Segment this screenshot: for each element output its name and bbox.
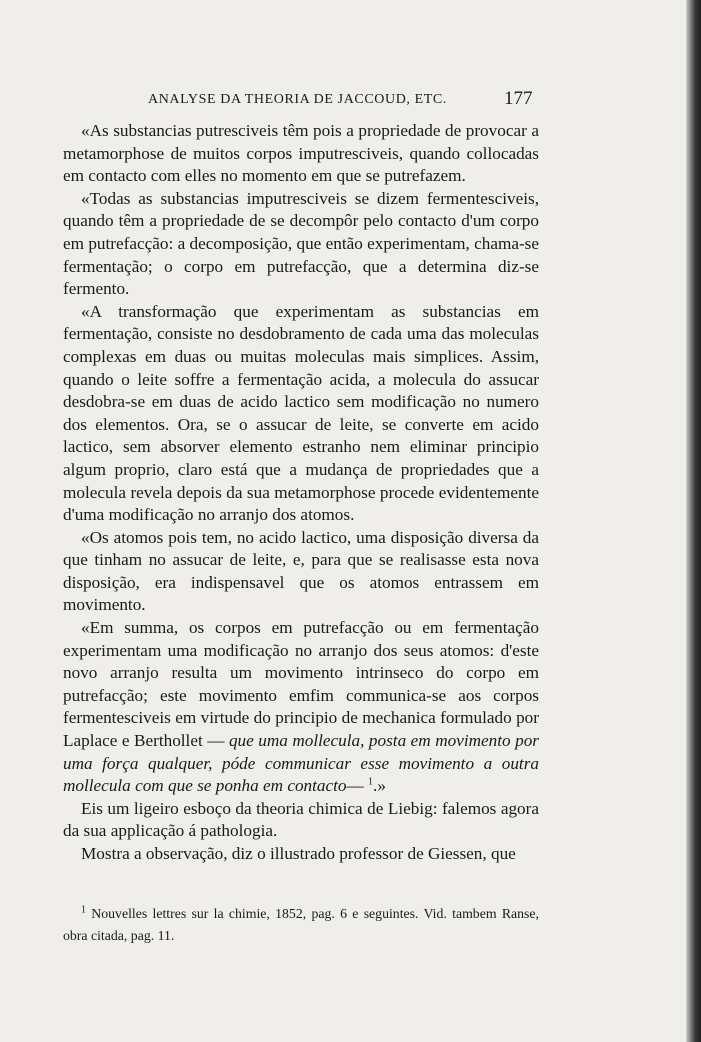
footnote-number: 1 — [81, 904, 86, 916]
paragraph-4: «Os atomos pois tem, no acido lactico, uma disposição diversa da que tinham no assucar de leite, e, para que se realisasse esta nova disposição, era indispensavel que os atomos entrassem em movimento. — [63, 527, 539, 615]
quote-close: .» — [373, 776, 386, 796]
paragraph-2: «Todas as substancias imputresciveis se dizem fermentesciveis, quando têm a propriedade de se decompôr pelo contacto d'um corpo em putrefacção: a decomposição, que então experimentam, chama-se fermentação; o corpo em putrefacção, que a determina diz-se fermento. — [63, 188, 539, 299]
body-text — [63, 120, 539, 866]
page-number: 177 — [504, 88, 533, 109]
page-header — [0, 88, 688, 112]
footnote-reference: 1 — [368, 776, 374, 788]
running-head: ANALYSE DA THEORIA DE JACCOUD, ETC. — [148, 92, 447, 107]
paragraph-3: «A transformação que experimentam as substancias em fermentação, consiste no desdobramento de cada uma das moleculas complexas em duas ou muitas moleculas mais simplices. Assim, quando o leite soffre a fermentação acida, a molecula do assucar desdobra-se em duas de acido lactico sem modificação no numero dos elementos. Ora, se o assucar de leite, se converte em acido lactico, sem absorver elemento estranho nem eliminar principio algum proprio, claro está que a mudança de propriedades que a molecula revela depois da sua metamorphose procede evidentemente d'uma modificação no arranjo dos atomos. — [63, 301, 539, 525]
quoted-principle: que uma mollecula, posta em movimento por uma força qualquer, póde communicar esse movimento a outra mollecula com que se ponha em contacto — [63, 731, 539, 796]
page-edge-shadow — [686, 0, 701, 1042]
footnote-entry — [63, 903, 539, 947]
paragraph-1: «As substancias putresciveis têm pois a propriedade de provocar a metamorphose de muitos corpos imputresciveis, quando collocadas em contacto com elles no momento em que se putrefazem. — [63, 121, 539, 186]
footnote — [63, 903, 539, 947]
quote-dash: — — [346, 776, 364, 796]
paragraph-5-text: «Em summa, os corpos em putrefacção ou em fermentação experimentam uma modificação no arranjo dos seus atomos: d'este novo arranjo resulta um movimento intrinseco do corpo em putrefacção; este movimento emfim communica-se aos corpos fermentesciveis em virtude do principio de mechanica formulado por Laplace e Berthollet — — [63, 618, 539, 751]
paragraph-6: Eis um ligeiro esboço da theoria chimica de Liebig: falemos agora da sua applicação á pathologia. — [63, 798, 539, 841]
paragraph-5 — [63, 617, 539, 798]
footnote-text: Nouvelles lettres sur la chimie, 1852, pag. 6 e seguintes. Vid. tambem Ranse, obra citada, pag. 11. — [63, 906, 539, 943]
paragraph-7: Mostra a observação, diz o illustrado professor de Giessen, que — [81, 844, 516, 863]
